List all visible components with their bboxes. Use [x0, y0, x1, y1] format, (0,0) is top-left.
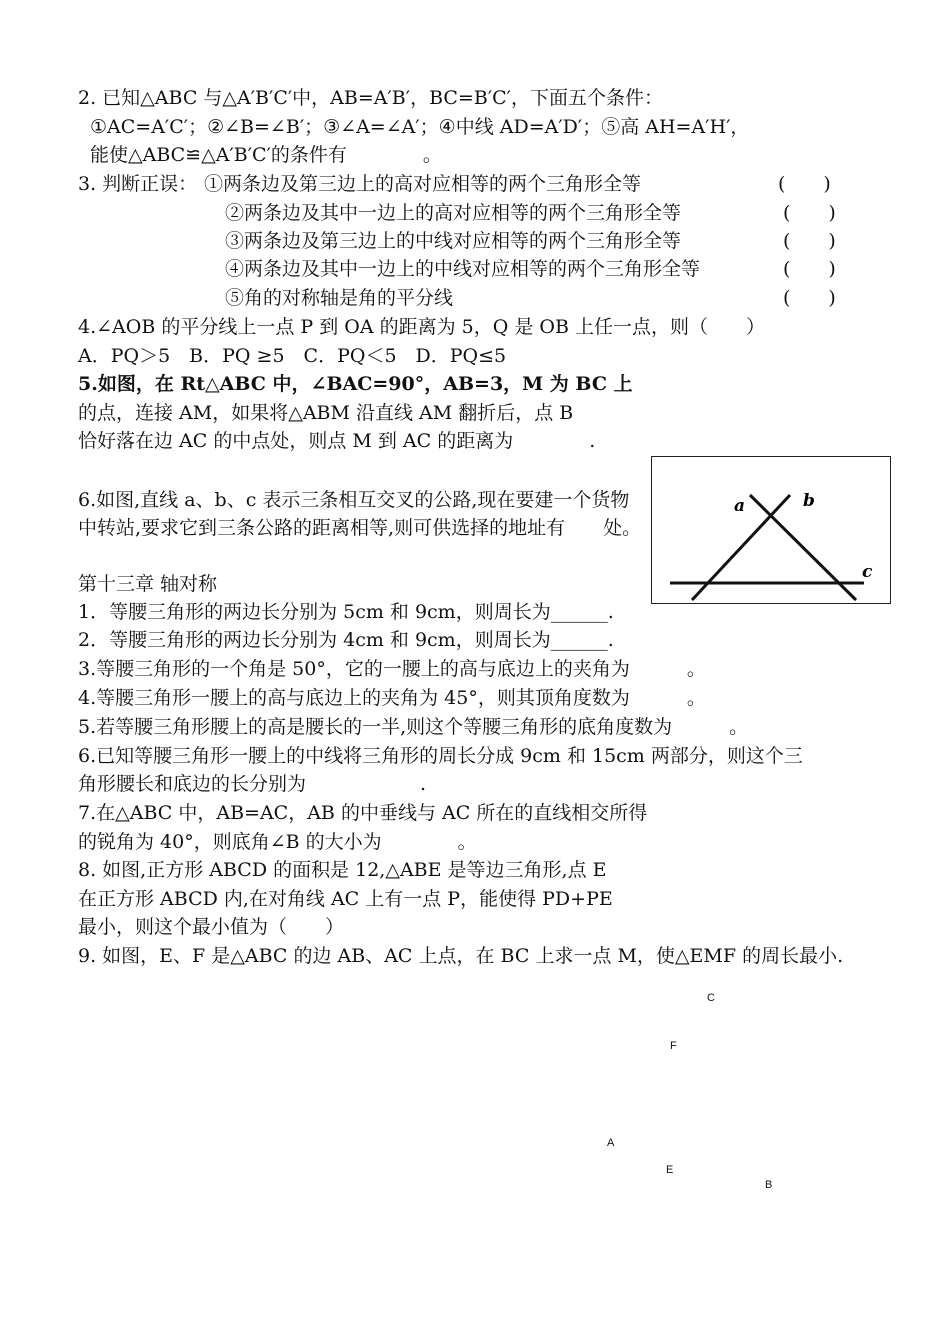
q3-answer-paren-1: ( ) [778, 173, 831, 195]
ch13-q6-line2: 角形腰长和底边的长分别为 . [78, 773, 427, 795]
q2-line1: 2. 已知△ABC 与△A′B′C′中，AB=A′B′，BC=B′C′，下面五个条件： [78, 87, 663, 109]
q5-line1: 5.如图，在 Rt△ABC 中，∠BAC=90°，AB=3，M 为 BC 上 [78, 373, 633, 395]
ch13-q4: 4.等腰三角形一腰上的高与底边上的夹角为 45°，则其顶角度数为 。 [78, 687, 706, 709]
road-b-label: b [803, 491, 815, 511]
roads-diagram [652, 457, 890, 603]
q3-answer-paren-3: ( ) [783, 230, 836, 252]
roads-figure [651, 456, 891, 604]
q6-line1: 6.如图,直线 a、b、c 表示三条相互交叉的公路,现在要建一个货物 [78, 489, 630, 511]
q3-item-5: ⑤角的对称轴是角的平分线 [225, 287, 454, 309]
point-a-label: A [607, 1137, 615, 1149]
ch13-q5: 5.若等腰三角形腰上的高是腰长的一半,则这个等腰三角形的底角度数为 。 [78, 716, 749, 738]
q3-item-4: ④两条边及其中一边上的中线对应相等的两个三角形全等 [225, 258, 701, 280]
point-f-label: F [670, 1040, 677, 1052]
q5-line2: 的点，连接 AM，如果将△ABM 沿直线 AM 翻折后，点 B [78, 402, 574, 424]
point-e-label: E [666, 1164, 674, 1176]
q4-options: A．PQ＞5 B．PQ ≥5 C．PQ＜5 D．PQ≤5 [78, 345, 507, 367]
ch13-q7-line1: 7.在△ABC 中，AB=AC，AB 的中垂线与 AC 所在的直线相交所得 [78, 802, 648, 824]
road-a-label: a [734, 496, 746, 516]
ch13-q2: 2．等腰三角形的两边长分别为 4cm 和 9cm，则周长为______. [78, 629, 614, 651]
chapter-title: 第十三章 轴对称 [78, 573, 218, 595]
q2-line3: 能使△ABC≌△A′B′C′的条件有 。 [90, 144, 442, 166]
ch13-q8-line1: 8. 如图,正方形 ABCD 的面积是 12,△ABE 是等边三角形,点 E [78, 859, 607, 881]
q3-intro: 3. 判断正误： [78, 173, 198, 195]
q2-line2: ①AC=A′C′；②∠B=∠B′；③∠A=∠A′；④中线 AD=A′D′；⑤高 AH=A′H′， [90, 116, 750, 138]
point-c-label: C [707, 992, 715, 1004]
ch13-q9: 9. 如图，E、F 是△ABC 的边 AB、AC 上点，在 BC 上求一点 M，使△EMF 的周长最小. [78, 945, 844, 967]
ch13-q3: 3.等腰三角形的一个角是 50°，它的一腰上的高与底边上的夹角为 。 [78, 658, 706, 680]
q3-item-3: ③两条边及第三边上的中线对应相等的两个三角形全等 [225, 230, 682, 252]
q3-item-2: ②两条边及其中一边上的高对应相等的两个三角形全等 [225, 202, 682, 224]
ch13-q8-line2: 在正方形 ABCD 内,在对角线 AC 上有一点 P，能使得 PD+PE [78, 888, 613, 910]
q5-line3: 恰好落在边 AC 的中点处，则点 M 到 AC 的距离为 . [78, 430, 596, 452]
q3-answer-paren-4: ( ) [783, 258, 836, 280]
point-b-label: B [765, 1179, 773, 1191]
ch13-q6-line1: 6.已知等腰三角形一腰上的中线将三角形的周长分成 9cm 和 15cm 两部分，则这个三 [78, 745, 803, 767]
ch13-q1: 1．等腰三角形的两边长分别为 5cm 和 9cm，则周长为______. [78, 601, 614, 623]
q3-answer-paren-5: ( ) [783, 287, 836, 309]
ch13-q7-line2: 的锐角为 40°，则底角∠B 的大小为 。 [78, 831, 477, 853]
ch13-q8-line3: 最小，则这个最小值为（ ） [78, 916, 345, 938]
q3-answer-paren-2: ( ) [783, 202, 836, 224]
q6-line2: 中转站,要求它到三条公路的距离相等,则可供选择的地址有 处。 [78, 517, 642, 539]
road-c-label: c [862, 562, 873, 582]
q4-line1: 4.∠AOB 的平分线上一点 P 到 OA 的距离为 5，Q 是 OB 上任一点，则（ ） [78, 316, 765, 338]
q3-item-1: ①两条边及第三边上的高对应相等的两个三角形全等 [204, 173, 642, 195]
